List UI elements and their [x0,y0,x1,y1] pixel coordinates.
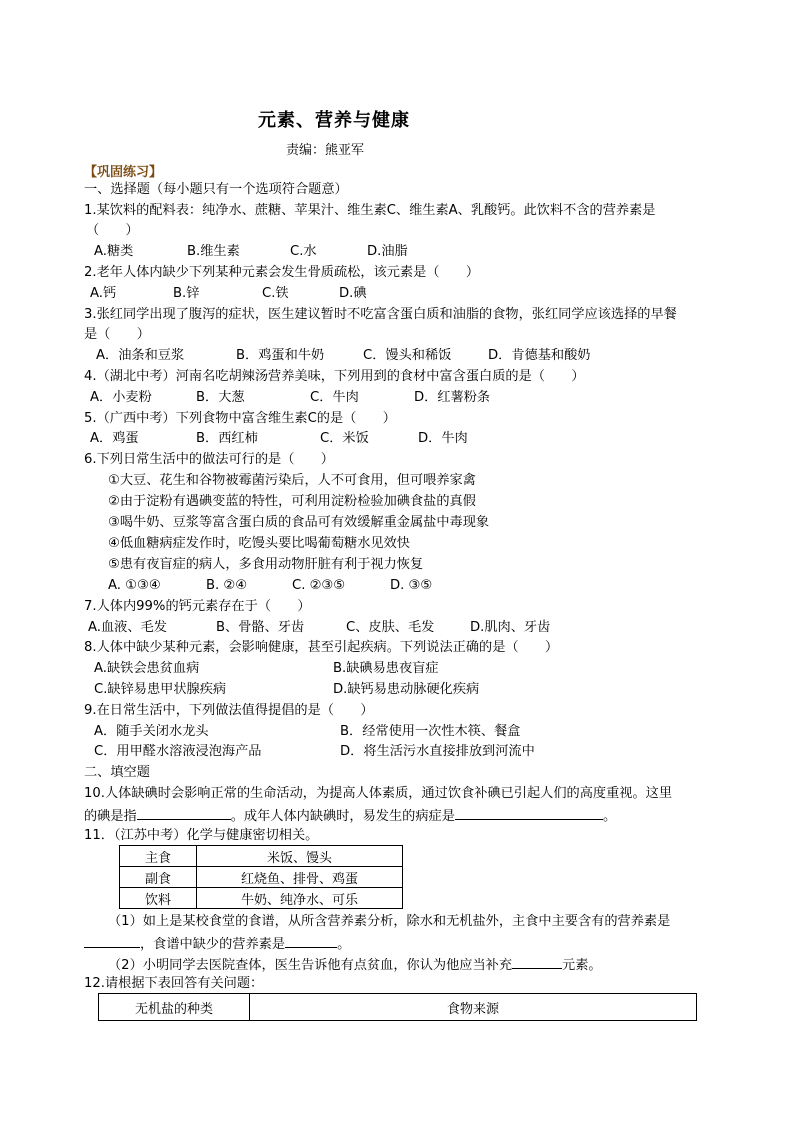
statement-item: ③喝牛奶、豆浆等富含蛋白质的食品可有效缓解重金属盐中毒现象 [108,515,490,530]
option: C．用甲醛水溶液浸泡海产品 [94,744,262,759]
answer-blank[interactable] [137,807,231,820]
text-segment: 。成年人体内缺碘时，易发生的病症是 [230,809,455,824]
option: A. ①③④ [108,578,161,593]
option: C. ②③⑤ [292,578,346,593]
option: B．经常使用一次性木筷、餐盒 [340,724,521,739]
section-tag: 【巩固练习】 [84,165,163,180]
statement-item: ⑤患有夜盲症的病人，多食用动物肝脏有利于视力恢复 [108,557,424,572]
question-6: 6.下列日常生活中的做法可行的是（ ） [84,452,334,467]
text-segment: 的碘是指 [84,809,137,824]
option: B.维生素 [187,244,240,259]
statement-item: ②由于淀粉有遇碘变蓝的特性，可利用淀粉检验加碘食盐的真假 [108,494,476,509]
option: D．红薯粉条 [414,390,491,405]
option: B．鸡蛋和牛奶 [236,348,325,363]
question-11: 11．（江苏中考）化学与健康密切相关。 [84,828,319,843]
question-3: 3.张红同学出现了腹泻的症状，医生建议暂时不吃富含蛋白质和油脂的食物，张红同学应该选择的早餐 [84,307,677,322]
editor-credit: 责编：熊亚军 [286,143,365,158]
column-header: 无机盐的种类 [99,994,250,1021]
table-cell: 饮料 [120,888,197,909]
text-segment: 元素。 [562,958,602,973]
question-10-line-2 [84,807,616,825]
question-11-part-2 [108,956,602,974]
option: C、皮肤、毛发 [346,620,435,635]
section-heading-fill: 二、填空题 [84,765,150,780]
text-segment: ，食谱中缺少的营养素是 [140,937,286,952]
option: B、骨骼、牙齿 [216,620,305,635]
option: D.肌肉、牙齿 [470,620,551,635]
question-3-bracket: 是（ ） [84,327,150,342]
statement-item: ④低血糖病症发作时，吃馒头要比喝葡萄糖水见效快 [108,536,410,551]
option: D. ③⑤ [390,578,433,593]
option: D.油脂 [367,244,408,259]
table-cell: 牛奶、纯净水、可乐 [197,888,403,909]
text-segment: （2）小明同学去医院查体，医生告诉他有点贫血，你认为他应当补充 [108,958,513,973]
text-segment: 。 [337,937,351,952]
option: D．将生活污水直接排放到河流中 [340,744,535,759]
answer-blank[interactable] [455,807,603,820]
option: D．肯德基和酸奶 [488,348,591,363]
option: B．大葱 [196,390,245,405]
option: C．牛肉 [310,390,359,405]
mineral-table [98,993,697,1021]
question-8: 8.人体中缺少某种元素，会影响健康，甚至引起疾病。下列说法正确的是（ ） [84,640,559,655]
option: B.锌 [173,286,200,301]
page-title: 元素、营养与健康 [258,110,410,131]
option: D．牛肉 [418,431,468,446]
option: A．油条和豆浆 [96,348,185,363]
option: A.糖类 [94,244,134,259]
table-row [120,867,403,888]
table-row [120,888,403,909]
option: D.碘 [339,286,367,301]
question-11-part-1-line-2 [84,935,350,953]
table-cell: 米饭、馒头 [197,846,403,867]
question-1-bracket: （ ） [86,223,139,238]
question-5: 5.（广西中考）下列食物中富含维生素C的是（ ） [84,411,396,426]
column-header: 食物来源 [250,994,697,1021]
option: C.铁 [262,286,289,301]
option: C．馒头和稀饭 [363,348,452,363]
option: C.水 [290,244,317,259]
table-cell: 副食 [120,867,197,888]
table-cell: 红烧鱼、排骨、鸡蛋 [197,867,403,888]
option: B. ②④ [206,578,248,593]
question-11-part-1: （1）如上是某校食堂的食谱，从所含营养素分析，除水和无机盐外，主食中主要含有的营养素是 [108,914,671,929]
option: A．鸡蛋 [90,431,139,446]
option: D.缺钙易患动脉硬化疾病 [333,682,480,697]
text-segment: 。 [602,809,617,824]
question-12: 12.请根据下表回答有关问题： [84,976,264,991]
option: B．西红柿 [196,431,258,446]
question-4: 4.（湖北中考）河南名吃胡辣汤营养美味，下列用到的食材中富含蛋白质的是（ ） [84,369,585,384]
option: A．随手关闭水龙头 [94,724,209,739]
question-9: 9.在日常生活中，下列做法值得提倡的是（ ） [84,703,374,718]
question-1: 1.某饮料的配料表：纯净水、蔗糖、苹果汁、维生素C、维生素A、乳酸钙。此饮料不含的营养素是 [84,203,656,218]
answer-blank[interactable] [285,935,337,948]
option: A．小麦粉 [90,390,152,405]
option: C．米饭 [320,431,369,446]
statement-item: ①大豆、花生和谷物被霉菌污染后，人不可食用，但可喂养家禽 [108,473,476,488]
answer-blank[interactable] [512,956,562,969]
table-header-row [99,994,697,1021]
question-2: 2.老年人体内缺少下列某种元素会发生骨质疏松，该元素是（ ） [84,265,480,280]
table-row [120,846,403,867]
table-cell: 主食 [120,846,197,867]
option: C.缺锌易患甲状腺疾病 [94,682,227,697]
answer-blank[interactable] [84,935,140,948]
section-heading-choice: 一、选择题（每小题只有一个选项符合题意） [84,182,348,197]
option: A.血液、毛发 [88,620,167,635]
menu-table [119,845,403,909]
question-10: 10.人体缺碘时会影响正常的生命活动，为提高人体素质，通过饮食补碘已引起人们的高度重视。这里 [84,786,673,801]
question-7: 7.人体内99%的钙元素存在于（ ） [84,599,311,614]
option: B.缺碘易患夜盲症 [333,661,439,676]
option: A.缺铁会患贫血病 [94,661,200,676]
option: A.钙 [90,286,117,301]
